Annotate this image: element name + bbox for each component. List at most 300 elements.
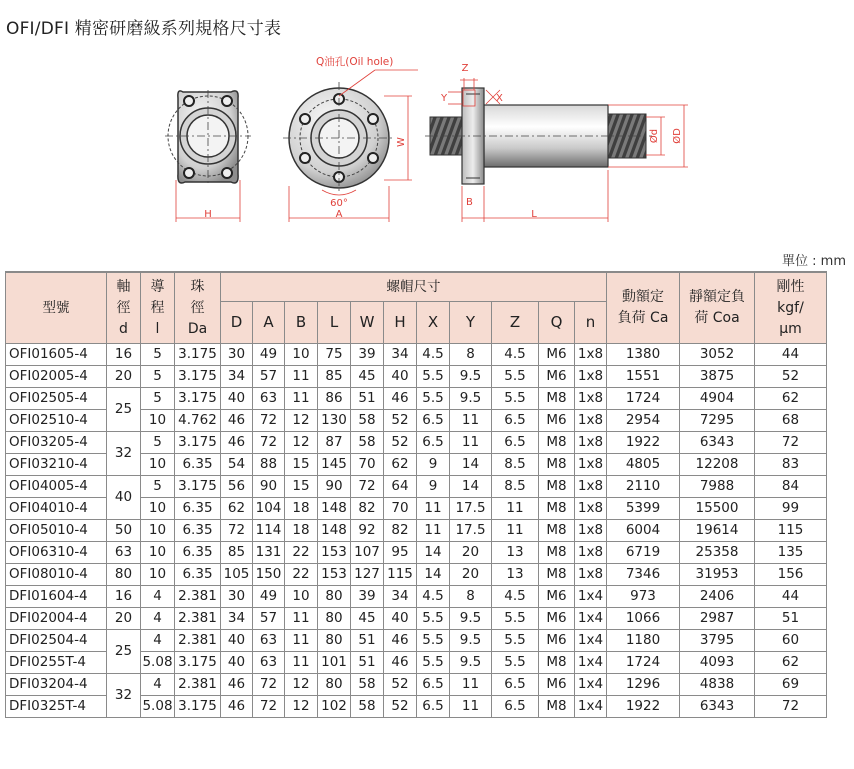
cell-z: 6.5 xyxy=(492,696,539,718)
cell-da: 6.35 xyxy=(175,454,221,476)
cell-y: 14 xyxy=(450,476,492,498)
cell-x: 6.5 xyxy=(417,432,450,454)
cell-w: 127 xyxy=(351,564,384,586)
cell-da: 2.381 xyxy=(175,674,221,696)
cell-l: 86 xyxy=(318,388,351,410)
cell-k: 69 xyxy=(755,674,827,696)
cell-d: 46 xyxy=(221,674,253,696)
oil-hole-label: Q油孔(Oil hole) xyxy=(316,56,394,68)
cell-l: 5 xyxy=(141,344,175,366)
cell-z: 4.5 xyxy=(492,344,539,366)
cell-d: 25 xyxy=(107,388,141,432)
cell-q: M6 xyxy=(539,366,575,388)
cell-n: 1x4 xyxy=(575,630,607,652)
cell-l: 80 xyxy=(318,608,351,630)
cell-l: 85 xyxy=(318,366,351,388)
cell-q: M6 xyxy=(539,344,575,366)
cell-model: OFI04005-4 xyxy=(6,476,107,498)
dim-label-b: B xyxy=(466,197,473,208)
cell-n: 1x4 xyxy=(575,586,607,608)
cell-a: 57 xyxy=(253,608,285,630)
cell-w: 39 xyxy=(351,344,384,366)
cell-y: 17.5 xyxy=(450,498,492,520)
table-row xyxy=(6,674,827,696)
cell-y: 8 xyxy=(450,586,492,608)
spec-table xyxy=(5,271,827,718)
cell-d: 40 xyxy=(221,630,253,652)
cell-n: 1x8 xyxy=(575,498,607,520)
cell-x: 11 xyxy=(417,498,450,520)
cell-b: 11 xyxy=(285,630,318,652)
cell-coa: 3795 xyxy=(680,630,755,652)
cell-l: 5.08 xyxy=(141,696,175,718)
cell-n: 1x8 xyxy=(575,454,607,476)
cell-n: 1x8 xyxy=(575,344,607,366)
cell-coa: 4904 xyxy=(680,388,755,410)
cell-x: 5.5 xyxy=(417,388,450,410)
cell-z: 5.5 xyxy=(492,608,539,630)
cell-w: 58 xyxy=(351,696,384,718)
cell-ca: 1296 xyxy=(607,674,680,696)
cell-h: 52 xyxy=(384,410,417,432)
cell-coa: 6343 xyxy=(680,432,755,454)
cell-w: 58 xyxy=(351,674,384,696)
cell-da: 2.381 xyxy=(175,630,221,652)
cell-y: 11 xyxy=(450,696,492,718)
cell-y: 9.5 xyxy=(450,366,492,388)
cell-z: 11 xyxy=(492,520,539,542)
cell-k: 83 xyxy=(755,454,827,476)
cell-k: 44 xyxy=(755,344,827,366)
cell-d: 85 xyxy=(221,542,253,564)
cell-ca: 6719 xyxy=(607,542,680,564)
cell-model: OFI03210-4 xyxy=(6,454,107,476)
table-row xyxy=(6,630,827,652)
cell-w: 82 xyxy=(351,498,384,520)
header-shaft-diameter: 軸 徑 d xyxy=(107,272,141,344)
cell-l: 102 xyxy=(318,696,351,718)
cell-x: 5.5 xyxy=(417,608,450,630)
cell-h: 82 xyxy=(384,520,417,542)
cell-l: 10 xyxy=(141,498,175,520)
cell-z: 11 xyxy=(492,498,539,520)
cell-q: M8 xyxy=(539,696,575,718)
dim-label-h: H xyxy=(204,209,212,220)
cell-q: M8 xyxy=(539,476,575,498)
cell-h: 46 xyxy=(384,630,417,652)
dim-label-D: ØD xyxy=(672,128,683,144)
cell-k: 72 xyxy=(755,696,827,718)
cell-a: 63 xyxy=(253,652,285,674)
cell-z: 5.5 xyxy=(492,652,539,674)
cell-a: 114 xyxy=(253,520,285,542)
cell-d: 32 xyxy=(107,432,141,476)
cell-h: 115 xyxy=(384,564,417,586)
table-row xyxy=(6,564,827,586)
cell-z: 8.5 xyxy=(492,454,539,476)
cell-coa: 19614 xyxy=(680,520,755,542)
cell-l: 101 xyxy=(318,652,351,674)
cell-q: M6 xyxy=(539,608,575,630)
table-row xyxy=(6,542,827,564)
dim-label-w: W xyxy=(396,137,407,147)
cell-model: OFI02005-4 xyxy=(6,366,107,388)
table-row xyxy=(6,608,827,630)
nut-front-view-round xyxy=(283,55,418,222)
header-static-load: 靜額定負 荷 Coa xyxy=(680,272,755,344)
unit-label: 單位 : mm xyxy=(782,254,846,269)
cell-k: 156 xyxy=(755,564,827,586)
cell-x: 5.5 xyxy=(417,652,450,674)
cell-h: 46 xyxy=(384,652,417,674)
header-nut-col-a: A xyxy=(253,302,285,344)
cell-b: 12 xyxy=(285,432,318,454)
cell-d: 32 xyxy=(107,674,141,718)
cell-n: 1x8 xyxy=(575,410,607,432)
cell-da: 3.175 xyxy=(175,696,221,718)
cell-k: 62 xyxy=(755,652,827,674)
cell-model: OFI03205-4 xyxy=(6,432,107,454)
cell-k: 135 xyxy=(755,542,827,564)
cell-l: 5 xyxy=(141,476,175,498)
cell-da: 6.35 xyxy=(175,564,221,586)
cell-w: 58 xyxy=(351,410,384,432)
cell-b: 11 xyxy=(285,652,318,674)
cell-y: 11 xyxy=(450,674,492,696)
cell-coa: 4838 xyxy=(680,674,755,696)
cell-h: 62 xyxy=(384,454,417,476)
cell-w: 51 xyxy=(351,652,384,674)
cell-n: 1x4 xyxy=(575,608,607,630)
cell-model: OFI02505-4 xyxy=(6,388,107,410)
cell-da: 2.381 xyxy=(175,586,221,608)
cell-b: 11 xyxy=(285,388,318,410)
cell-a: 63 xyxy=(253,388,285,410)
cell-w: 51 xyxy=(351,630,384,652)
cell-y: 8 xyxy=(450,344,492,366)
header-nut-col-z: Z xyxy=(492,302,539,344)
cell-b: 12 xyxy=(285,410,318,432)
cell-coa: 2406 xyxy=(680,586,755,608)
cell-z: 5.5 xyxy=(492,388,539,410)
header-lead: 導 程 l xyxy=(141,272,175,344)
cell-model: OFI04010-4 xyxy=(6,498,107,520)
nut-side-view xyxy=(425,63,688,222)
cell-l: 80 xyxy=(318,630,351,652)
cell-d: 62 xyxy=(221,498,253,520)
page-title: OFI/DFI 精密研磨級系列規格尺寸表 xyxy=(6,19,282,39)
header-nut-col-l: L xyxy=(318,302,351,344)
cell-q: M8 xyxy=(539,454,575,476)
cell-w: 107 xyxy=(351,542,384,564)
cell-da: 6.35 xyxy=(175,520,221,542)
header-nut-col-b: B xyxy=(285,302,318,344)
table-row xyxy=(6,366,827,388)
cell-ca: 5399 xyxy=(607,498,680,520)
cell-coa: 6343 xyxy=(680,696,755,718)
cell-h: 95 xyxy=(384,542,417,564)
cell-l: 153 xyxy=(318,542,351,564)
cell-h: 40 xyxy=(384,366,417,388)
cell-b: 11 xyxy=(285,608,318,630)
cell-n: 1x8 xyxy=(575,476,607,498)
cell-l: 75 xyxy=(318,344,351,366)
cell-x: 4.5 xyxy=(417,344,450,366)
cell-n: 1x8 xyxy=(575,432,607,454)
cell-h: 52 xyxy=(384,432,417,454)
cell-z: 5.5 xyxy=(492,630,539,652)
cell-a: 72 xyxy=(253,410,285,432)
cell-k: 68 xyxy=(755,410,827,432)
cell-da: 3.175 xyxy=(175,432,221,454)
cell-ca: 2954 xyxy=(607,410,680,432)
cell-n: 1x4 xyxy=(575,652,607,674)
cell-ca: 4805 xyxy=(607,454,680,476)
cell-w: 72 xyxy=(351,476,384,498)
cell-d: 40 xyxy=(107,476,141,520)
cell-q: M6 xyxy=(539,630,575,652)
cell-n: 1x8 xyxy=(575,564,607,586)
dim-label-a: A xyxy=(335,209,343,220)
nut-front-view-flat xyxy=(165,90,251,222)
header-nut-col-h: H xyxy=(384,302,417,344)
cell-da: 3.175 xyxy=(175,476,221,498)
cell-w: 92 xyxy=(351,520,384,542)
cell-y: 17.5 xyxy=(450,520,492,542)
cell-x: 6.5 xyxy=(417,674,450,696)
cell-model: OFI01605-4 xyxy=(6,344,107,366)
angle-label: 60° xyxy=(330,198,348,209)
cell-l: 87 xyxy=(318,432,351,454)
nut-technical-drawing xyxy=(0,40,854,240)
cell-b: 22 xyxy=(285,542,318,564)
cell-l: 10 xyxy=(141,520,175,542)
cell-n: 1x8 xyxy=(575,388,607,410)
cell-d: 46 xyxy=(221,432,253,454)
cell-d: 16 xyxy=(107,586,141,608)
cell-h: 52 xyxy=(384,674,417,696)
cell-coa: 3052 xyxy=(680,344,755,366)
cell-b: 10 xyxy=(285,344,318,366)
cell-d: 30 xyxy=(221,344,253,366)
cell-q: M8 xyxy=(539,498,575,520)
cell-q: M6 xyxy=(539,410,575,432)
cell-w: 58 xyxy=(351,432,384,454)
cell-l: 5 xyxy=(141,388,175,410)
cell-d: 80 xyxy=(107,564,141,586)
cell-coa: 12208 xyxy=(680,454,755,476)
header-nut-col-n: n xyxy=(575,302,607,344)
cell-coa: 7295 xyxy=(680,410,755,432)
cell-w: 45 xyxy=(351,608,384,630)
cell-l: 10 xyxy=(141,454,175,476)
cell-q: M8 xyxy=(539,542,575,564)
table-row xyxy=(6,586,827,608)
cell-w: 45 xyxy=(351,366,384,388)
cell-q: M8 xyxy=(539,564,575,586)
cell-d: 16 xyxy=(107,344,141,366)
cell-l: 148 xyxy=(318,520,351,542)
cell-n: 1x8 xyxy=(575,520,607,542)
cell-model: DFI02004-4 xyxy=(6,608,107,630)
table-row xyxy=(6,388,827,410)
cell-ca: 973 xyxy=(607,586,680,608)
cell-l: 80 xyxy=(318,586,351,608)
cell-h: 46 xyxy=(384,388,417,410)
cell-model: OFI05010-4 xyxy=(6,520,107,542)
cell-model: DFI01604-4 xyxy=(6,586,107,608)
cell-n: 1x8 xyxy=(575,366,607,388)
cell-n: 1x8 xyxy=(575,542,607,564)
cell-z: 6.5 xyxy=(492,410,539,432)
cell-l: 4 xyxy=(141,608,175,630)
cell-ca: 2110 xyxy=(607,476,680,498)
cell-q: M6 xyxy=(539,674,575,696)
cell-a: 88 xyxy=(253,454,285,476)
cell-y: 14 xyxy=(450,454,492,476)
cell-a: 63 xyxy=(253,630,285,652)
cell-l: 5 xyxy=(141,432,175,454)
cell-q: M8 xyxy=(539,520,575,542)
cell-model: DFI03204-4 xyxy=(6,674,107,696)
cell-l: 10 xyxy=(141,410,175,432)
cell-b: 10 xyxy=(285,586,318,608)
cell-k: 115 xyxy=(755,520,827,542)
cell-l: 10 xyxy=(141,564,175,586)
cell-l: 10 xyxy=(141,542,175,564)
cell-coa: 7988 xyxy=(680,476,755,498)
cell-ca: 1724 xyxy=(607,652,680,674)
cell-b: 18 xyxy=(285,498,318,520)
cell-y: 9.5 xyxy=(450,608,492,630)
header-nut-col-y: Y xyxy=(450,302,492,344)
cell-model: DFI0255T-4 xyxy=(6,652,107,674)
cell-d: 63 xyxy=(107,542,141,564)
cell-b: 12 xyxy=(285,696,318,718)
cell-d: 56 xyxy=(221,476,253,498)
cell-l: 145 xyxy=(318,454,351,476)
cell-l: 5.08 xyxy=(141,652,175,674)
cell-l: 4 xyxy=(141,586,175,608)
cell-coa: 3875 xyxy=(680,366,755,388)
cell-d: 20 xyxy=(107,608,141,630)
header-nut-size: 螺帽尺寸 xyxy=(221,272,607,302)
cell-ca: 1180 xyxy=(607,630,680,652)
cell-coa: 31953 xyxy=(680,564,755,586)
cell-z: 13 xyxy=(492,542,539,564)
cell-x: 9 xyxy=(417,476,450,498)
cell-x: 9 xyxy=(417,454,450,476)
cell-ca: 1922 xyxy=(607,696,680,718)
cell-n: 1x4 xyxy=(575,674,607,696)
cell-d: 34 xyxy=(221,366,253,388)
cell-l: 4 xyxy=(141,674,175,696)
cell-k: 60 xyxy=(755,630,827,652)
cell-q: M8 xyxy=(539,388,575,410)
cell-h: 64 xyxy=(384,476,417,498)
cell-d: 50 xyxy=(107,520,141,542)
cell-l: 153 xyxy=(318,564,351,586)
cell-coa: 25358 xyxy=(680,542,755,564)
table-row xyxy=(6,476,827,498)
cell-x: 6.5 xyxy=(417,410,450,432)
cell-ca: 7346 xyxy=(607,564,680,586)
header-stiffness: 剛性 kgf/ μm xyxy=(755,272,827,344)
cell-k: 51 xyxy=(755,608,827,630)
cell-y: 9.5 xyxy=(450,388,492,410)
cell-k: 44 xyxy=(755,586,827,608)
cell-a: 131 xyxy=(253,542,285,564)
cell-ca: 1066 xyxy=(607,608,680,630)
cell-da: 2.381 xyxy=(175,608,221,630)
cell-b: 11 xyxy=(285,366,318,388)
cell-da: 3.175 xyxy=(175,344,221,366)
cell-ca: 6004 xyxy=(607,520,680,542)
cell-q: M6 xyxy=(539,586,575,608)
cell-da: 6.35 xyxy=(175,498,221,520)
cell-coa: 15500 xyxy=(680,498,755,520)
cell-da: 3.175 xyxy=(175,388,221,410)
header-nut-col-w: W xyxy=(351,302,384,344)
cell-y: 11 xyxy=(450,432,492,454)
cell-a: 72 xyxy=(253,674,285,696)
cell-model: OFI02510-4 xyxy=(6,410,107,432)
cell-b: 15 xyxy=(285,454,318,476)
cell-x: 4.5 xyxy=(417,586,450,608)
cell-a: 49 xyxy=(253,344,285,366)
cell-q: M8 xyxy=(539,652,575,674)
header-nut-col-q: Q xyxy=(539,302,575,344)
cell-b: 12 xyxy=(285,674,318,696)
table-row xyxy=(6,432,827,454)
cell-d: 20 xyxy=(107,366,141,388)
cell-z: 13 xyxy=(492,564,539,586)
cell-x: 5.5 xyxy=(417,630,450,652)
cell-w: 39 xyxy=(351,586,384,608)
cell-x: 14 xyxy=(417,564,450,586)
cell-d: 105 xyxy=(221,564,253,586)
cell-h: 40 xyxy=(384,608,417,630)
cell-x: 6.5 xyxy=(417,696,450,718)
cell-z: 8.5 xyxy=(492,476,539,498)
header-nut-col-x: X xyxy=(417,302,450,344)
cell-x: 5.5 xyxy=(417,366,450,388)
cell-y: 20 xyxy=(450,542,492,564)
cell-a: 49 xyxy=(253,586,285,608)
cell-h: 34 xyxy=(384,586,417,608)
cell-z: 6.5 xyxy=(492,674,539,696)
cell-k: 52 xyxy=(755,366,827,388)
cell-coa: 2987 xyxy=(680,608,755,630)
cell-coa: 4093 xyxy=(680,652,755,674)
cell-x: 14 xyxy=(417,542,450,564)
cell-model: OFI08010-4 xyxy=(6,564,107,586)
cell-y: 9.5 xyxy=(450,630,492,652)
cell-d: 30 xyxy=(221,586,253,608)
cell-y: 20 xyxy=(450,564,492,586)
cell-y: 9.5 xyxy=(450,652,492,674)
cell-b: 22 xyxy=(285,564,318,586)
cell-x: 11 xyxy=(417,520,450,542)
cell-k: 99 xyxy=(755,498,827,520)
cell-y: 11 xyxy=(450,410,492,432)
dim-label-l: L xyxy=(531,209,537,220)
dim-label-y: Y xyxy=(440,93,448,104)
cell-b: 15 xyxy=(285,476,318,498)
cell-da: 3.175 xyxy=(175,652,221,674)
cell-d: 25 xyxy=(107,630,141,674)
cell-a: 90 xyxy=(253,476,285,498)
